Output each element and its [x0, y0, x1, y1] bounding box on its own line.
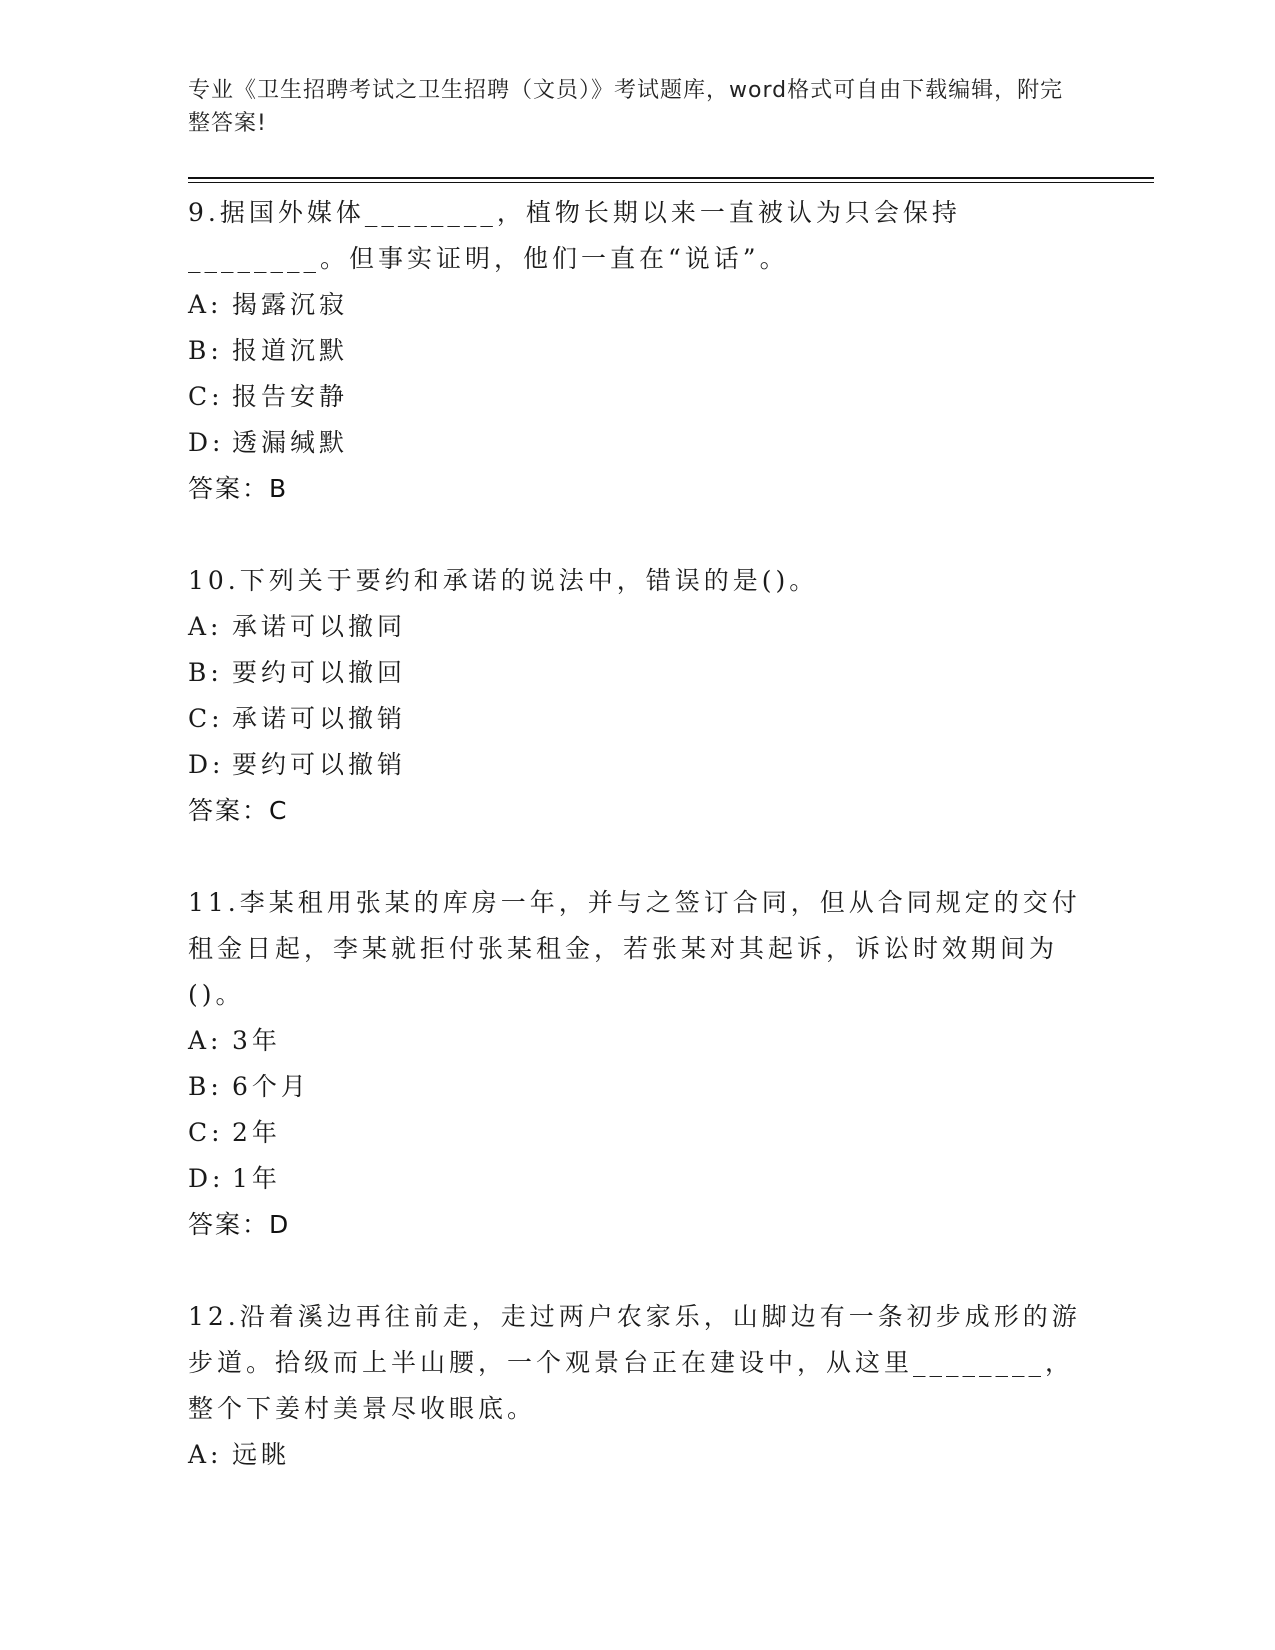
option-a [188, 604, 1088, 650]
option-label: B: [188, 336, 223, 365]
option-label: B: [188, 658, 223, 687]
option-label: A: [188, 1026, 223, 1055]
option-c [188, 1110, 1088, 1156]
option-label: C: [188, 1118, 224, 1147]
header-rule-thin [188, 182, 1154, 183]
question-9 [188, 190, 1088, 512]
option-label: D: [188, 750, 225, 779]
option-label: A: [188, 612, 223, 641]
option-label: B: [188, 1072, 223, 1101]
option-text: 3年 [232, 1026, 281, 1055]
option-b [188, 650, 1088, 696]
option-text: 透漏缄默 [232, 428, 349, 457]
option-label: A: [188, 290, 223, 319]
question-10 [188, 558, 1088, 834]
option-a [188, 1018, 1088, 1064]
header-text: 专业《卫生招聘考试之卫生招聘（文员）》考试题库，word格式可自由下载编辑，附完整答案! [188, 78, 1064, 136]
answer: 答案：C [188, 796, 289, 825]
option-text: 远眺 [232, 1440, 291, 1469]
option-text: 承诺可以撤同 [232, 612, 407, 641]
option-text: 报道沉默 [232, 336, 349, 365]
option-label: A: [188, 1440, 223, 1469]
option-text: 1年 [232, 1164, 281, 1193]
option-text: 6个月 [232, 1072, 310, 1101]
option-d [188, 742, 1088, 788]
option-c [188, 374, 1088, 420]
option-b [188, 1064, 1088, 1110]
option-text: 要约可以撤回 [232, 658, 407, 687]
answer: 答案：B [188, 474, 289, 503]
question-text: 12.沿着溪边再往前走，走过两户农家乐，山脚边有一条初步成形的游步道。拾级而上半山腰，一个观景台正在建设中，从这里________，整个下姜村美景尽收眼底。 [188, 1302, 1081, 1423]
question-11 [188, 880, 1088, 1248]
option-text: 揭露沉寂 [232, 290, 349, 319]
option-text: 报告安静 [232, 382, 349, 411]
option-c [188, 696, 1088, 742]
option-label: D: [188, 428, 225, 457]
option-label: C: [188, 704, 224, 733]
question-text: 11.李某租用张某的库房一年，并与之签订合同，但从合同规定的交付租金日起，李某就拒付张某租金，若张某对其起诉，诉讼时效期间为()。 [188, 888, 1081, 1009]
document-header [188, 74, 1078, 140]
answer: 答案：D [188, 1210, 291, 1239]
header-rule-thick [188, 177, 1154, 179]
option-text: 2年 [232, 1118, 281, 1147]
option-text: 要约可以撤销 [232, 750, 407, 779]
option-d [188, 1156, 1088, 1202]
question-text: 9.据国外媒体________，植物长期以来一直被认为只会保持________。但事实证明，他们一直在“说话”。 [188, 198, 961, 273]
option-d [188, 420, 1088, 466]
question-list [188, 190, 1088, 1524]
option-label: D: [188, 1164, 225, 1193]
question-12 [188, 1294, 1088, 1478]
option-text: 承诺可以撤销 [232, 704, 407, 733]
option-a [188, 282, 1088, 328]
option-b [188, 328, 1088, 374]
option-a [188, 1432, 1088, 1478]
option-label: C: [188, 382, 224, 411]
question-text: 10.下列关于要约和承诺的说法中，错误的是()。 [188, 566, 819, 595]
